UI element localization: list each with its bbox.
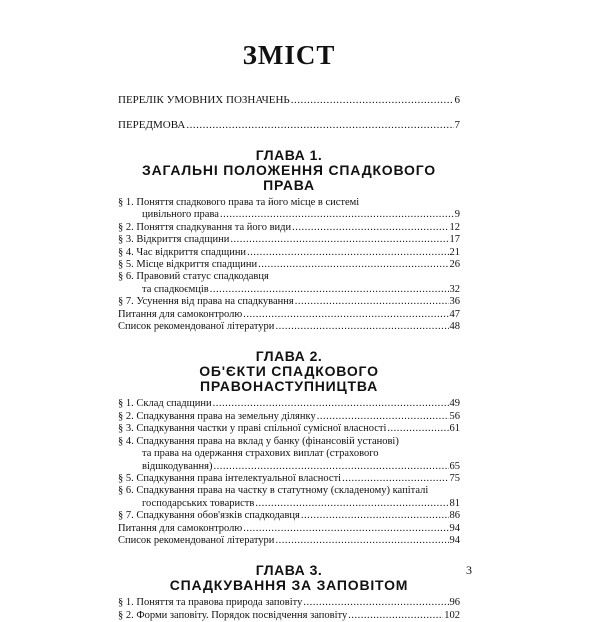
toc-entry-first-line (118, 485, 460, 497)
toc-entry-label: § 2. Поняття спадкування та його види (118, 221, 292, 233)
page-number: 3 (466, 563, 472, 577)
toc-entry-page: 86 (449, 510, 460, 522)
toc-entry-page: 36 (449, 296, 460, 308)
leader-dots (213, 461, 448, 473)
leader-dots (295, 296, 449, 308)
toc-entry-page: 12 (449, 221, 460, 233)
chapter-heading: ГЛАВА 3. (255, 562, 323, 579)
toc-entry-first-line (118, 197, 460, 209)
toc-entry-label: Питання для самоконтролю (118, 308, 243, 320)
toc-entry-label: § 1. Склад спадщини (118, 398, 212, 410)
toc-entry-label: § 4. Час відкриття спадщини (118, 246, 247, 258)
toc-entry (118, 473, 460, 485)
toc-entry-page: 94 (449, 534, 460, 546)
chapter-section (118, 563, 460, 622)
leader-dots (243, 309, 448, 321)
toc-entry-page: 49 (449, 398, 460, 410)
toc-entry-label: § 1. Поняття та правова природа заповіту (118, 597, 303, 609)
toc-entry-page: 81 (449, 497, 460, 509)
toc-entry (118, 411, 460, 423)
toc-entry-label: цивільного права (142, 209, 219, 221)
leader-dots (301, 510, 449, 522)
toc-entry-label: § 5. Місце відкриття спадщини (118, 259, 258, 271)
toc-entry-label: § 6. Правовий статус спадкодавця (118, 271, 269, 283)
leader-dots (258, 259, 448, 271)
toc-entry-label: § 5. Спадкування права інтелектуальної власності (118, 472, 342, 484)
front-matter (118, 94, 460, 132)
toc-entry-label: відшкодування) (142, 460, 213, 472)
chapter-heading: ГЛАВА 2. (255, 348, 323, 365)
toc-entry (118, 209, 460, 221)
leader-dots (230, 234, 448, 246)
leader-dots (303, 597, 448, 609)
toc-entry (118, 296, 460, 308)
toc-entry-page: 7 (454, 119, 460, 131)
toc-entry (118, 247, 460, 259)
toc-entry (118, 523, 460, 535)
toc-entry (118, 259, 460, 271)
chapter-section (118, 349, 460, 547)
toc-entry-label: Список рекомендованої літератури (118, 534, 275, 546)
leader-dots (342, 473, 448, 485)
toc-entry-first-line (118, 271, 460, 283)
leader-dots (275, 321, 448, 333)
leader-dots (387, 423, 448, 435)
toc-entry (118, 398, 460, 410)
toc-entry-page: 48 (449, 321, 460, 333)
leader-dots (255, 498, 448, 510)
toc-entry (118, 94, 460, 107)
toc-entry-label: § 1. Поняття спадкового права та його місце в системі (118, 197, 360, 208)
leader-dots (247, 247, 448, 259)
toc-entry (118, 309, 460, 321)
leader-dots (275, 535, 448, 547)
toc-entry-label: господарських товариств (142, 497, 255, 509)
chapter-subtitle: СПАДКУВАННЯ ЗА ЗАПОВІТОМ (169, 577, 409, 594)
leader-dots (186, 119, 453, 132)
toc-entry (118, 461, 460, 473)
toc-entry-label: Список рекомендованої літератури (118, 321, 275, 333)
toc-entry-page: 26 (449, 259, 460, 271)
toc-entry-label: § 6. Спадкування права на частку в статутному (складеному) капіталі (118, 485, 429, 497)
toc-entry (118, 284, 460, 296)
toc-entry (118, 510, 460, 522)
toc-entry (118, 222, 460, 234)
toc-entry-page: 32 (449, 283, 460, 295)
toc-entry-page: 94 (449, 522, 460, 534)
toc-entry-label: ПЕРЕДМОВА (118, 119, 186, 131)
toc-entry-page: 102 (444, 609, 460, 621)
toc-entry (118, 234, 460, 246)
toc-entry (118, 610, 460, 622)
leader-dots (291, 94, 454, 107)
leader-dots (292, 222, 448, 234)
toc-entry-label: § 3. Відкриття спадщини (118, 234, 230, 246)
toc-entry-page: 75 (449, 472, 460, 484)
toc-entry-label: § 7. Усунення від права на спадкування (118, 296, 294, 308)
toc-page (118, 40, 460, 622)
toc-entry-page: 47 (449, 308, 460, 320)
toc-entry (118, 321, 460, 333)
toc-entry-label: § 2. Форми заповіту. Порядок посвідчення заповіту (118, 609, 348, 621)
chapter-subtitle: ЗАГАЛЬНІ ПОЛОЖЕННЯ СПАДКОВОГО ПРАВА (142, 162, 436, 193)
toc-entry-page: 61 (449, 423, 460, 435)
toc-entry-page: 56 (449, 410, 460, 422)
chapters-list (118, 148, 460, 622)
toc-entry-first-line (118, 436, 460, 448)
toc-entry-page: 65 (449, 460, 460, 472)
leader-dots (220, 209, 454, 221)
toc-entry-label: та спадкоємців (142, 283, 209, 295)
toc-entry (118, 498, 460, 510)
toc-entry-label: § 2. Спадкування права на земельну ділянку (118, 410, 316, 422)
page-title: ЗМІСТ (242, 40, 336, 70)
chapter-heading: ГЛАВА 1. (255, 147, 323, 163)
toc-entry (118, 119, 460, 132)
toc-entry (118, 535, 460, 547)
toc-entry-continuation: та права на одержання страхових виплат (страхового (142, 448, 379, 460)
chapter-subtitle: ОБ'ЄКТИ СПАДКОВОГО ПРАВОНАСТУПНИЦТВА (199, 363, 379, 395)
leader-dots (317, 411, 449, 423)
toc-entry-label: Питання для самоконтролю (118, 522, 243, 534)
toc-entry-page: 96 (449, 597, 460, 609)
toc-entry-label: § 7. Спадкування обов'язків спадкодавця (118, 510, 300, 522)
toc-entry-page: 21 (449, 246, 460, 258)
toc-entry-label: ПЕРЕЛІК УМОВНИХ ПОЗНАЧЕНЬ (118, 94, 290, 106)
toc-entry-page: 17 (449, 234, 460, 246)
toc-entry-label: § 3. Спадкування частки у праві спільної сумісної власності (118, 423, 387, 435)
toc-entry-label: § 4. Спадкування права на вклад у банку (фінансовій установі) (118, 435, 399, 447)
chapter-section (118, 148, 460, 333)
toc-entry-page: 6 (454, 94, 460, 106)
leader-dots (243, 523, 448, 535)
leader-dots (213, 398, 449, 410)
toc-entry (118, 597, 460, 609)
toc-entry-page: 9 (454, 209, 460, 221)
leader-dots (210, 284, 449, 296)
leader-dots (348, 610, 443, 622)
toc-entry (118, 423, 460, 435)
